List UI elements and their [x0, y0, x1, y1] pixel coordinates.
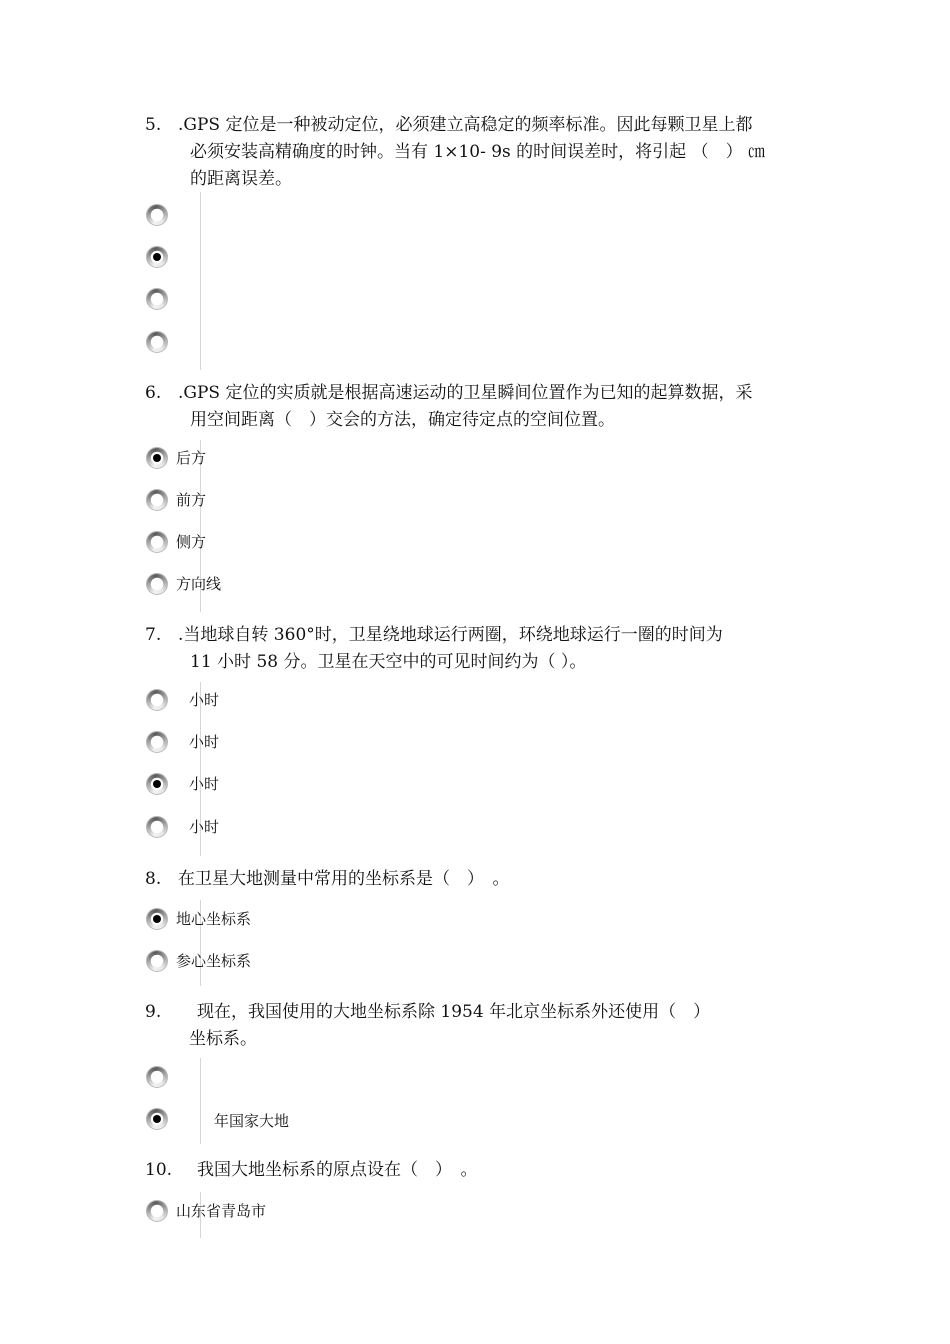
option-divider [200, 1058, 201, 1144]
radio-icon[interactable] [146, 816, 168, 838]
radio-icon[interactable] [146, 1066, 168, 1088]
option-label: 小时 [189, 818, 220, 836]
question-number: 9. [145, 1002, 162, 1022]
question-number: 7. [145, 625, 162, 645]
radio-icon[interactable] [146, 950, 168, 972]
question-line: 我国大地坐标系的原点设在（ ） 。 [197, 1160, 478, 1180]
option-label: 后方 [176, 449, 207, 467]
option-label: 前方 [176, 491, 207, 509]
question-line: 必须安装高精确度的时钟。当有 1×10- 9s 的时间误差时，将引起 （ ） ㎝ [190, 142, 765, 162]
question-line: 在卫星大地测量中常用的坐标系是（ ） 。 [178, 869, 510, 889]
question-text [189, 999, 827, 1053]
radio-icon[interactable] [146, 1200, 168, 1222]
radio-icon[interactable] [146, 689, 168, 711]
option-label: 地心坐标系 [176, 910, 252, 928]
question-line: 坐标系。 [189, 1029, 257, 1049]
question-text [178, 112, 808, 193]
radio-icon[interactable] [146, 331, 168, 353]
question-text [178, 622, 808, 676]
question-line: 11 小时 58 分。卫星在天空中的可见时间约为（ ）。 [190, 652, 587, 672]
radio-icon[interactable] [146, 489, 168, 511]
option-divider [200, 192, 201, 370]
question-line: 的距离误差。 [190, 169, 292, 189]
question-number: 8. [145, 869, 162, 889]
question-line: 现在，我国使用的大地坐标系除 1954 年北京坐标系外还使用（ ） [197, 1002, 711, 1022]
radio-icon-checked[interactable] [146, 773, 168, 795]
question-number: 6. [145, 383, 162, 403]
radio-icon[interactable] [146, 573, 168, 595]
radio-icon-checked[interactable] [146, 246, 168, 268]
question-text [178, 380, 808, 434]
question-text [197, 1157, 827, 1184]
radio-icon-checked[interactable] [146, 447, 168, 469]
option-label: 小时 [189, 733, 220, 751]
radio-icon[interactable] [146, 731, 168, 753]
question-line: 用空间距离（ ）交会的方法，确定待定点的空间位置。 [190, 410, 615, 430]
question-line: .GPS 定位的实质就是根据高速运动的卫星瞬间位置作为已知的起算数据，采 [178, 383, 753, 403]
radio-icon-checked[interactable] [146, 908, 168, 930]
option-label: 山东省青岛市 [176, 1202, 267, 1220]
option-label: 小时 [189, 691, 220, 709]
question-number: 5. [145, 115, 162, 135]
question-line: .当地球自转 360°时，卫星绕地球运行两圈，环绕地球运行一圈的时间为 [178, 625, 723, 645]
option-label: 侧方 [176, 533, 207, 551]
option-label: 小时 [189, 775, 220, 793]
radio-icon[interactable] [146, 531, 168, 553]
radio-icon[interactable] [146, 204, 168, 226]
question-text [178, 866, 808, 893]
question-line: .GPS 定位是一种被动定位，必须建立高稳定的频率标准。因此每颗卫星上都 [178, 115, 753, 135]
radio-icon-checked[interactable] [146, 1108, 168, 1130]
option-label: 年国家大地 [214, 1112, 290, 1130]
radio-icon[interactable] [146, 288, 168, 310]
question-number: 10. [145, 1160, 173, 1180]
option-label: 参心坐标系 [176, 952, 252, 970]
option-label: 方向线 [176, 575, 222, 593]
